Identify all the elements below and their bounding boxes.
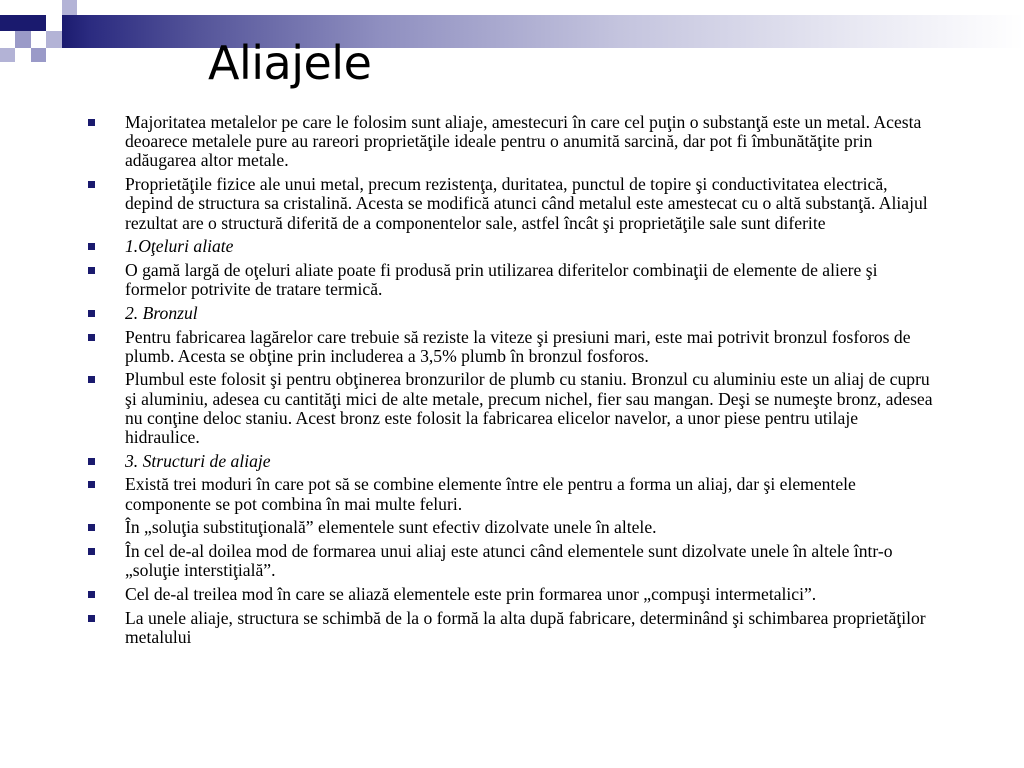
section-heading: 3. Structuri de aliaje xyxy=(125,450,271,471)
list-item xyxy=(88,113,934,171)
decor-square xyxy=(15,31,31,48)
decor-square xyxy=(46,15,62,31)
decor-square xyxy=(0,31,15,48)
list-item xyxy=(88,452,934,471)
section-heading: 2. Bronzul xyxy=(125,302,198,323)
square-bullet-icon xyxy=(88,548,95,555)
list-item xyxy=(88,237,934,256)
square-bullet-icon xyxy=(88,119,95,126)
bullet-text: Plumbul este folosit şi pentru obţinerea bronzurilor de plumb cu staniu. Bronzul cu aluminiu este un aliaj de cupru şi aluminiu, adesea cu cantităţi mici de alte metale, precum nichel, fier sau mangan. Deşi se numeşte bronz, adesea nu conţine deloc staniu. Acest bronz este folosit la fabricarea elicelor navelor, a unor piese pentru utilaje hidraulice. xyxy=(125,369,933,448)
section-heading: 1.Oţeluri aliate xyxy=(125,236,234,257)
bullet-text: O gamă largă de oţeluri aliate poate fi produsă prin utilizarea diferitelor combinaţii de elemente de aliere şi formelor potrivite de tratare termică. xyxy=(125,259,878,300)
square-bullet-icon xyxy=(88,334,95,341)
list-item xyxy=(88,370,934,447)
square-bullet-icon xyxy=(88,524,95,531)
bullet-text: În cel de-al doilea mod de formarea unui aliaj este atunci când elementele sunt dizolvate unele în altele într-o „soluţie interstiţială”. xyxy=(125,541,893,581)
decor-square xyxy=(31,31,46,48)
bullet-list xyxy=(88,113,934,652)
square-bullet-icon xyxy=(88,181,95,188)
square-bullet-icon xyxy=(88,591,95,598)
bullet-text: Proprietăţile fizice ale unui metal, precum rezistenţa, duritatea, punctul de topire şi conductivitatea electrică, depind de structura sa cristalină. Acesta se modifică atunci când metalul este amestecat cu o altă substanţă. Aliajul rezultat are o structură diferită de a componentelor sale, astfel încât şi proprietăţile sale sunt diferite xyxy=(125,174,928,233)
list-item xyxy=(88,175,934,233)
list-item xyxy=(88,609,934,647)
header-gradient-band xyxy=(0,15,1024,48)
square-bullet-icon xyxy=(88,267,95,274)
list-item xyxy=(88,304,934,323)
decor-square xyxy=(46,31,62,48)
bullet-text: Cel de-al treilea mod în care se aliază elementele este prin formarea unor „compuşi intermetalici”. xyxy=(125,583,817,604)
bullet-text: La unele aliaje, structura se schimbă de la o formă la alta după fabricare, determinând şi schimbarea proprietăţilor metalului xyxy=(125,607,926,647)
square-bullet-icon xyxy=(88,481,95,488)
square-bullet-icon xyxy=(88,243,95,250)
square-bullet-icon xyxy=(88,458,95,465)
slide-title: Aliajele xyxy=(208,36,372,90)
list-item xyxy=(88,261,934,299)
list-item xyxy=(88,518,934,537)
list-item xyxy=(88,475,934,513)
bullet-text: Pentru fabricarea lagărelor care trebuie să reziste la viteze şi presiuni mari, este mai potrivit bronzul fosforos de plumb. Acesta se obţine prin includerea a 3,5% plumb în bronzul fosforos. xyxy=(125,326,911,366)
list-item xyxy=(88,328,934,366)
square-bullet-icon xyxy=(88,615,95,622)
decor-square xyxy=(15,15,31,31)
bullet-text: În „soluţia substituţională” elementele sunt efectiv dizolvate unele în altele. xyxy=(125,517,657,538)
square-bullet-icon xyxy=(88,310,95,317)
decor-square xyxy=(0,48,15,62)
decor-square xyxy=(31,48,46,62)
square-bullet-icon xyxy=(88,376,95,383)
list-item xyxy=(88,542,934,580)
list-item xyxy=(88,585,934,604)
bullet-text: Există trei moduri în care pot să se combine elemente între ele pentru a forma un aliaj, dar şi elementele componente se pot combina în mai multe feluri. xyxy=(125,474,856,514)
decor-square xyxy=(62,0,77,15)
bullet-text: Majoritatea metalelor pe care le folosim sunt aliaje, amestecuri în care cel puţin o substanţă este un metal. Acesta deoarece metalele pure au rareori proprietăţile ideale pentru o anumită sarcină, dar pot fi îmbunătăţite prin adăugarea altor metale. xyxy=(125,112,922,171)
